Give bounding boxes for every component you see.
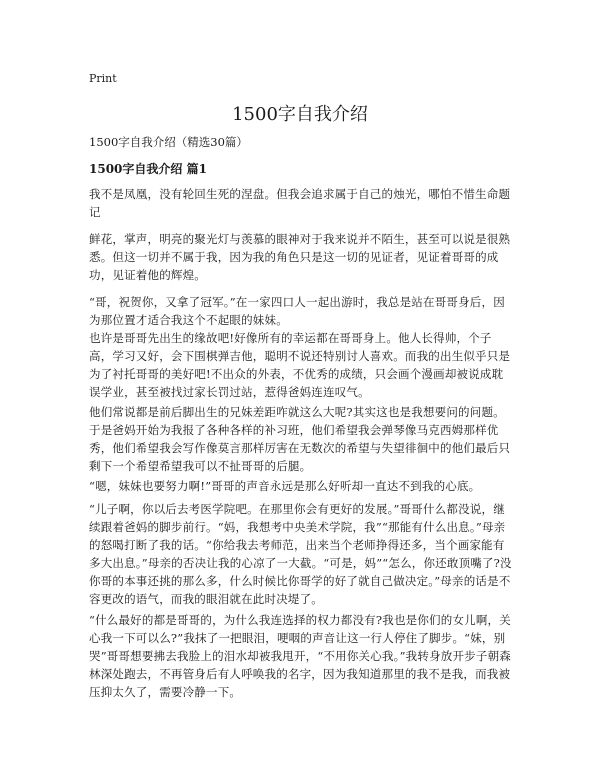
document-subtitle: 1500字自我介绍（精选30篇） — [89, 135, 248, 149]
paragraph: “儿子啊，你以后去考医学院吧。在那里你会有更好的发展。”哥哥什么都没说，继续跟着爸妈的脚步前行。“妈，我想考中央美术学院，我”“那能有什么出息。”母亲的怒喝打断了我的话。“你给我去考师范，出来当个老师挣得还多，当个画家能有多大出息。”母亲的否决让我的心凉了一大截。“可是，妈”“怎么，你还敢顶嘴了?没你哥的本事还挑的那么多，什么时候比你哥学的好了就自己做决定。”母亲的话是不容更改的语气，而我的眼泪就在此时决堤了。 — [89, 502, 512, 606]
paragraph: “嗯，妹妹也要努力啊!”哥哥的声音永远是那么好听却一直达不到我的心底。 — [89, 479, 481, 493]
paragraph: 也许是哥哥先出生的缘故吧!好像所有的幸运都在哥哥身上。他人长得帅，个子高，学习又好，会下围棋弹吉他，聪明不说还特别讨人喜欢。而我的出生似乎只是为了衬托哥哥的美好吧!不出众的外表，不优秀的成绩，只会画个漫画却被说成耽误学业，甚至被找过家长罚过站，惹得爸妈连连叹气。 — [89, 331, 511, 399]
paragraph: “哥，祝贺你，又拿了冠军。”在一家四口人一起出游时，我总是站在哥哥身后，因为那位置才适合我这个不起眼的妹妹。 — [89, 295, 505, 327]
paragraph: “什么最好的都是哥哥的，为什么我连选择的权力都没有?我也是你们的女儿啊，关心我一下可以么?”我抹了一把眼泪，哽咽的声音让这一行人停住了脚步。“妹，别哭”哥哥想要拂去我脸上的泪水却被我甩开，“不用你关心我。”我转身放开步子朝森林深处跑去，不再管身后有人呼唤我的名字，因为我知道那里的我不是我，而我被压抑太久了，需要冷静一下。 — [89, 613, 511, 699]
section-heading: 1500字自我介绍 篇1 — [89, 162, 207, 176]
paragraph: 鲜花，掌声，明亮的聚光灯与羡慕的眼神对于我来说并不陌生，甚至可以说是很熟悉。但这一切并不属于我，因为我的角色只是这一切的见证者，见证着哥哥的成功，见证着他的辉煌。 — [89, 232, 511, 282]
paragraph: 我不是凤凰，没有轮回生死的涅盘。但我会追求属于自己的烛光，哪怕不惜生命题记 — [89, 187, 511, 219]
paragraph: 他们常说都是前后脚出生的兄妹差距咋就这么大呢?其实这也是我想要问的问题。于是爸妈开始为我报了各种各样的补习班，他们希望我会弹琴像马克西姆那样优秀，他们希望我会写作像莫言那样厉害在无数次的希望与失望徘徊中的他们最后只剩下一个希望希望我可以不扯哥哥的后腿。 — [89, 405, 511, 473]
document-title: 1500字自我介绍 — [232, 104, 368, 125]
print-label[interactable]: Print — [89, 72, 117, 85]
